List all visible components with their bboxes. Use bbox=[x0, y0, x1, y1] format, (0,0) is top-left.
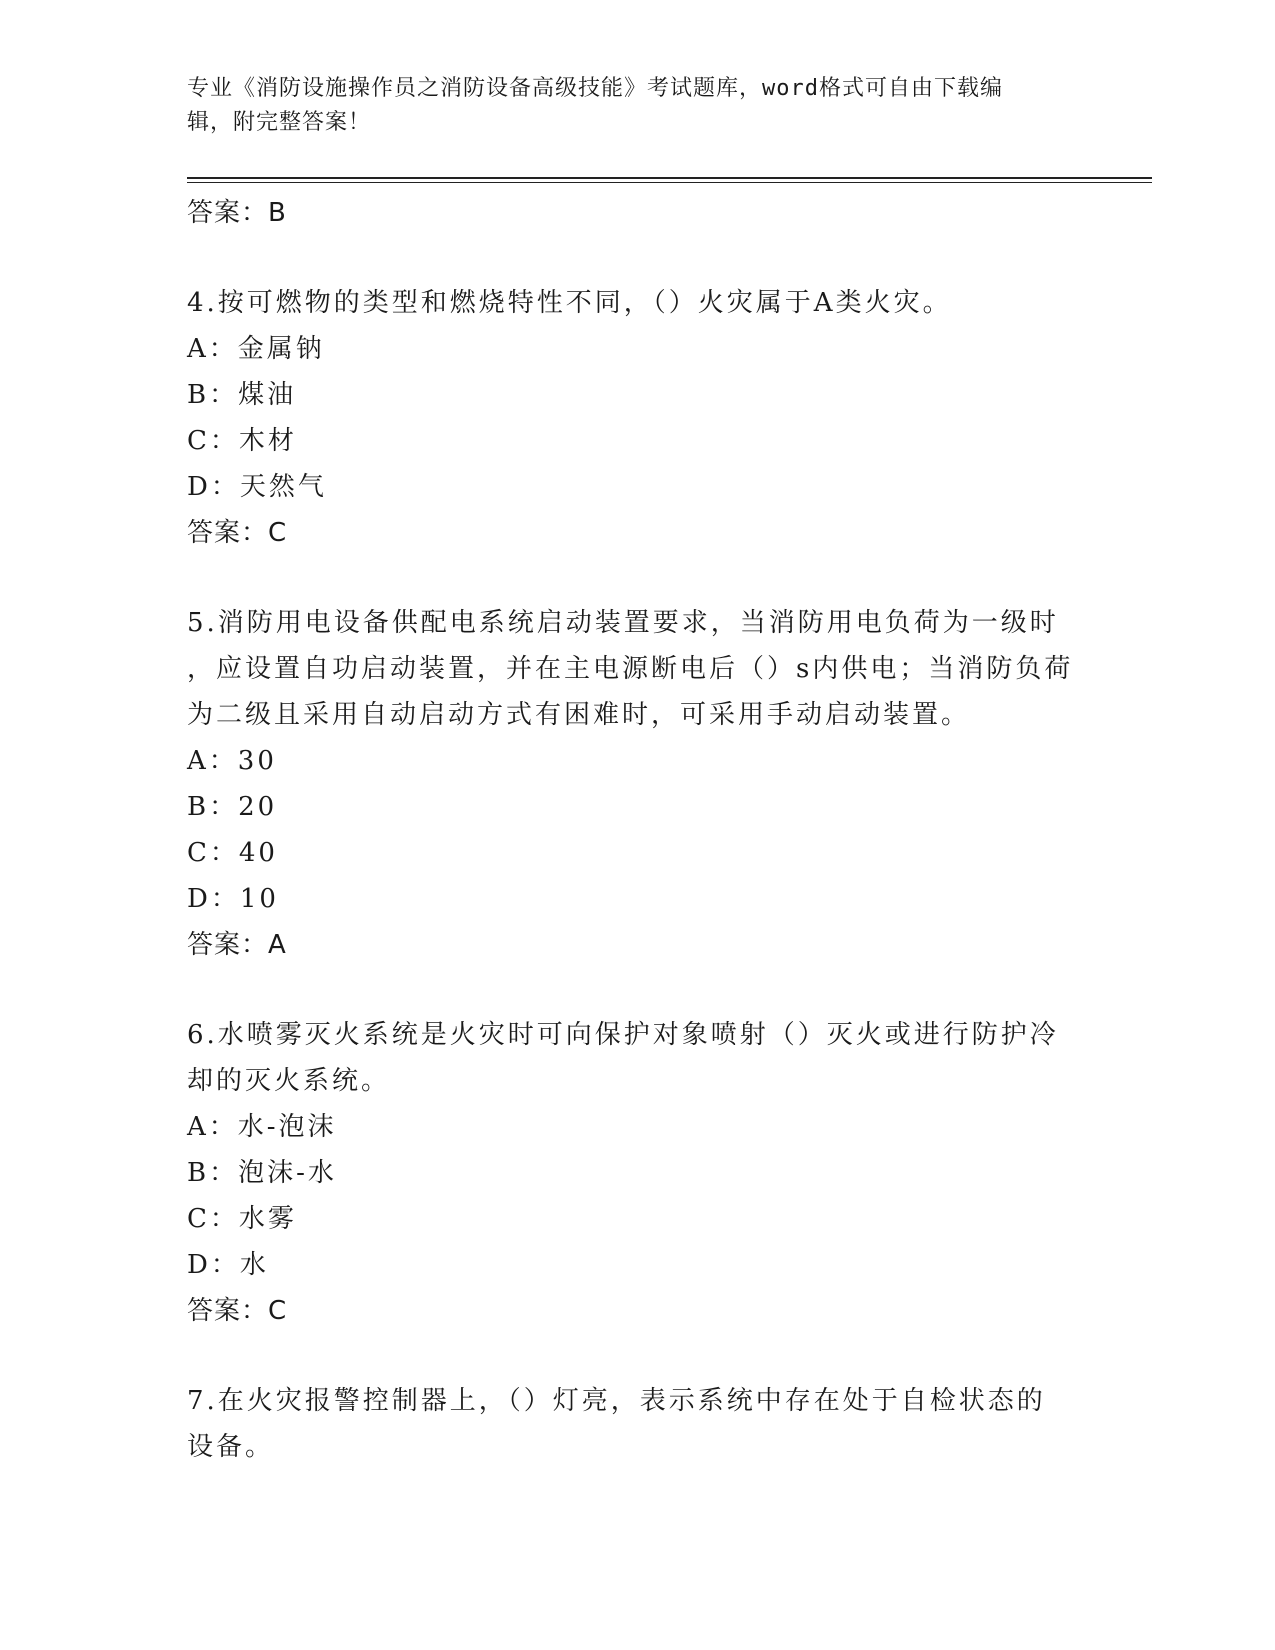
document-header bbox=[187, 72, 1067, 140]
question-6-option-b: B：泡沫-水 bbox=[187, 1158, 337, 1188]
header-line-2: 辑，附完整答案！ bbox=[187, 110, 372, 135]
question-6-stem-line-1: 6.水喷雾灭火系统是火灾时可向保护对象喷射（）灭火或进行防护冷 bbox=[187, 1020, 1059, 1050]
question-4-option-b: B：煤油 bbox=[187, 380, 297, 410]
header-rule-thick bbox=[187, 177, 1152, 179]
answer-line-prev: 答案：B bbox=[187, 198, 287, 228]
question-4-option-d: D：天然气 bbox=[187, 472, 327, 502]
question-6-option-c: C：水雾 bbox=[187, 1204, 297, 1234]
question-7-stem-line-1: 7.在火灾报警控制器上，（）灯亮，表示系统中存在处于自检状态的 bbox=[187, 1386, 1046, 1416]
question-list bbox=[187, 190, 1087, 1470]
question-5-stem-line-1: 5.消防用电设备供配电系统启动装置要求，当消防用电负荷为一级时 bbox=[187, 608, 1059, 638]
question-5-option-d: D：10 bbox=[187, 884, 279, 914]
question-7 bbox=[187, 1378, 1087, 1470]
header-rule-thin bbox=[187, 182, 1152, 183]
question-5-option-b: B：20 bbox=[187, 792, 278, 822]
spacer bbox=[187, 968, 1087, 1012]
question-6-option-d: D：水 bbox=[187, 1250, 269, 1280]
question-5-stem-line-2: ，应设置自功启动装置，并在主电源断电后（）s内供电；当消防负荷 bbox=[187, 654, 1074, 684]
spacer bbox=[187, 236, 1087, 280]
question-7-stem-line-2: 设备。 bbox=[187, 1432, 275, 1462]
question-6-option-a: A：水-泡沫 bbox=[187, 1112, 337, 1142]
spacer bbox=[187, 1334, 1087, 1378]
spacer bbox=[187, 556, 1087, 600]
question-5-option-a: A：30 bbox=[187, 746, 277, 776]
question-4-option-c: C：木材 bbox=[187, 426, 297, 456]
question-5 bbox=[187, 600, 1087, 968]
question-6-answer: 答案：C bbox=[187, 1296, 288, 1326]
question-5-stem-line-3: 为二级且采用自动启动方式有困难时，可采用手动启动装置。 bbox=[187, 700, 971, 730]
question-4-option-a: A：金属钠 bbox=[187, 334, 325, 364]
question-5-answer: 答案：A bbox=[187, 930, 287, 960]
question-6 bbox=[187, 1012, 1087, 1334]
question-4-answer: 答案：C bbox=[187, 518, 288, 548]
question-6-stem-line-2: 却的灭火系统。 bbox=[187, 1066, 391, 1096]
question-4 bbox=[187, 280, 1087, 556]
question-5-option-c: C：40 bbox=[187, 838, 278, 868]
question-4-stem: 4.按可燃物的类型和燃烧特性不同，（）火灾属于A类火灾。 bbox=[187, 288, 952, 318]
header-line-1: 专业《消防设施操作员之消防设备高级技能》考试题库，word格式可自由下载编 bbox=[187, 76, 1003, 101]
